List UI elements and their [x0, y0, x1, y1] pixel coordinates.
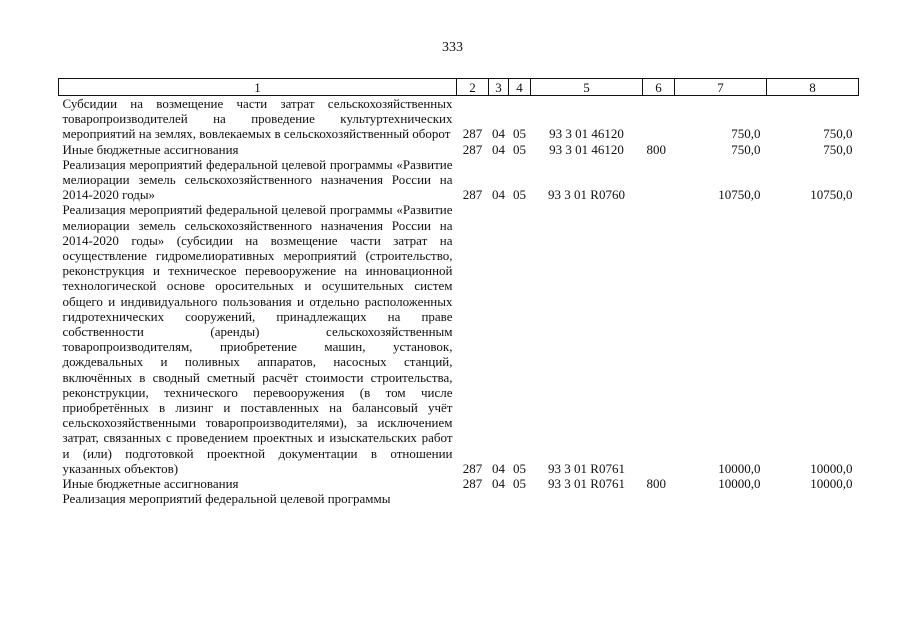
row-amount-col8: 10750,0	[810, 187, 853, 203]
row-section-code: 04	[492, 476, 505, 492]
column-header-4: 4	[509, 79, 531, 96]
row-name: Субсидии на возмещение части затрат сельскохозяйственных товаропроизводителей на проведение культуртехнических мероприятий на землях, вовлекаемых в сельскохозяйственный оборот	[62, 96, 453, 142]
table-row	[59, 476, 859, 491]
row-ministry-code: 287	[462, 126, 483, 142]
row-amount-col7: 10750,0	[718, 187, 761, 203]
row-amount-col8	[767, 491, 859, 506]
row-subsection-code: 05	[513, 460, 526, 476]
row-name: Реализация мероприятий федеральной целевой программы	[62, 491, 391, 507]
row-ministry-code: 287	[462, 476, 483, 492]
column-header-6: 6	[643, 79, 675, 96]
row-amount-col7: 750,0	[731, 126, 761, 142]
header-row	[59, 79, 859, 96]
row-ministry-code: 287	[462, 187, 483, 203]
row-ministry-code: 287	[462, 141, 483, 157]
table-row	[59, 491, 859, 506]
row-subsection-code: 05	[513, 187, 526, 203]
row-subsection-code	[509, 491, 531, 506]
row-section-code: 04	[492, 126, 505, 142]
row-target-article	[531, 491, 643, 506]
table-row	[59, 96, 859, 142]
row-name: Иные бюджетные ассигнования	[62, 476, 239, 492]
row-expense-type: 800	[646, 141, 666, 157]
row-section-code: 04	[492, 187, 505, 203]
page-number: 333	[442, 40, 463, 55]
column-header-8: 8	[767, 79, 859, 96]
row-target-article: 93 3 01 R0761	[548, 460, 625, 476]
row-amount-col8: 750,0	[823, 141, 853, 157]
row-name: Реализация мероприятий федеральной целевой программы «Развитие мелиорации земель сельскохозяйственного назначения России на 2014-2020 годы» (субсидии на возмещение части затрат на осуществление гидромелиоративных мероприятий (строительство, реконструкция и техническое перевооружение на инновационной технологической основе оросительных и осушительных систем общего и индивидуального пользования и отдельно расположенных гидротехнических сооружений, принадлежащих на праве собственности (аренды) сельскохозяйственным товаропроизводителям, приобретение машин, установок, дождевальных и поливных аппаратов, насосных станций, включённых в сводный сметный расчёт стоимости строительства, реконструкции, технического перевооружения (в том числе приобретённых в лизинг и поставленных на балансовый учёт сельскохозяйственными товаропроизводителями), за исключением затрат, связанных с проведением проектных и изыскательских работ и (или) подготовкой проектной документации в отношении указанных объектов)	[62, 202, 453, 476]
row-target-article: 93 3 01 R0760	[548, 187, 625, 203]
row-subsection-code: 05	[513, 476, 526, 492]
table-row	[59, 157, 859, 203]
row-section-code	[489, 491, 509, 506]
row-subsection-code: 05	[513, 126, 526, 142]
column-header-1: 1	[59, 79, 457, 96]
table-row	[59, 142, 859, 157]
row-target-article: 93 3 01 R0761	[548, 476, 625, 492]
column-header-7: 7	[675, 79, 767, 96]
row-expense-type	[643, 96, 675, 142]
table-body	[59, 96, 859, 507]
row-amount-col7	[675, 491, 767, 506]
row-section-code: 04	[492, 141, 505, 157]
row-ministry-code: 287	[462, 460, 483, 476]
row-target-article: 93 3 01 46120	[549, 141, 624, 157]
row-name: Реализация мероприятий федеральной целевой программы «Развитие мелиорации земель сельскохозяйственного назначения России на 2014-2020 годы»	[62, 156, 453, 203]
row-section-code: 04	[492, 460, 505, 476]
row-name: Иные бюджетные ассигнования	[62, 141, 239, 157]
table-row	[59, 202, 859, 476]
row-ministry-code	[457, 491, 489, 506]
row-amount-col7: 10000,0	[718, 460, 761, 476]
column-header-5: 5	[531, 79, 643, 96]
row-amount-col7: 10000,0	[718, 476, 761, 492]
row-amount-col7: 750,0	[731, 141, 761, 157]
row-expense-type: 800	[646, 476, 666, 492]
column-header-3: 3	[489, 79, 509, 96]
row-amount-col8: 750,0	[823, 126, 853, 142]
row-expense-type	[643, 157, 675, 203]
table-header	[59, 79, 859, 96]
column-header-2: 2	[457, 79, 489, 96]
row-amount-col8: 10000,0	[810, 476, 853, 492]
row-target-article: 93 3 01 46120	[549, 126, 624, 142]
row-amount-col8: 10000,0	[810, 460, 853, 476]
row-expense-type	[643, 491, 675, 506]
budget-table	[58, 78, 859, 506]
row-expense-type	[643, 202, 675, 476]
row-subsection-code: 05	[513, 141, 526, 157]
